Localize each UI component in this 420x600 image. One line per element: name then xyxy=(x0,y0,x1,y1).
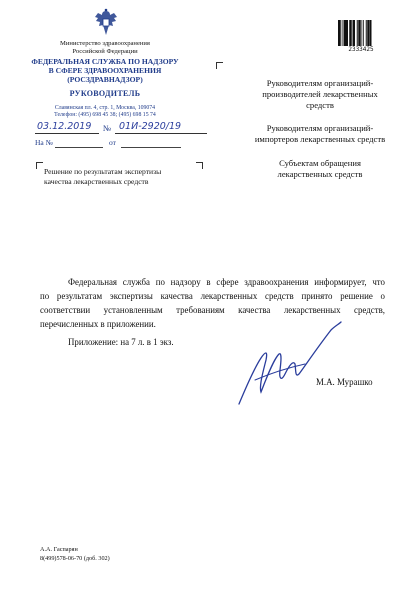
ministry-line-1: Министерство здравоохранения xyxy=(60,40,150,47)
barcode-bar xyxy=(344,20,347,46)
barcode-bar xyxy=(352,20,353,46)
reference-label: На № xyxy=(35,138,53,147)
registration-number: 01И-2920/19 xyxy=(119,121,182,132)
subject xyxy=(44,167,204,187)
letterhead xyxy=(20,40,190,119)
barcode-bar xyxy=(340,20,341,46)
agency-line-2: В СФЕРЕ ЗДРАВООХРАНЕНИЯ xyxy=(48,66,162,75)
recipient-2-line-2: импортеров лекарственных средств xyxy=(254,134,386,144)
recipient-1 xyxy=(250,78,390,111)
signature-mark xyxy=(235,320,345,408)
barcode-number: 2333425 xyxy=(348,46,374,53)
recipient-3 xyxy=(250,158,390,180)
phone: Телефон: (495) 698 45 38; (495) 698 15 74 xyxy=(54,112,156,118)
executor-name: А.А. Гаспарян xyxy=(40,546,78,553)
barcode-bar xyxy=(347,20,348,46)
agency-line-1: ФЕДЕРАЛЬНАЯ СЛУЖБА ПО НАДЗОРУ xyxy=(31,57,179,66)
barcode-bar xyxy=(357,20,358,46)
recipient-2-line-1: Руководителям организаций- xyxy=(266,123,374,133)
barcode-bar xyxy=(343,20,344,46)
registration-date: 03.12.2019 xyxy=(37,121,92,132)
number-sign: № xyxy=(103,123,112,133)
recipient-2 xyxy=(250,123,390,145)
barcode xyxy=(338,20,384,46)
recipient-3-line-2: лекарственных средств xyxy=(277,169,363,179)
signatory-name: М.А. Мурашко xyxy=(316,377,373,387)
body-line-2: по результатам экспертизы качества лекарственных средств принято решение о xyxy=(40,291,385,301)
recipient-1-line-1: Руководителям организаций- xyxy=(266,78,374,88)
subject-bracket-left xyxy=(36,162,43,169)
reference-from-underline xyxy=(121,147,181,148)
attachment-note: Приложение: на 7 л. в 1 экз. xyxy=(68,337,174,347)
subject-line-1: Решение по результатам экспертизы xyxy=(44,167,162,176)
body-text xyxy=(68,275,385,289)
barcode-bar xyxy=(338,20,340,46)
executor-phone: 8(499)578-06-70 (доб. 302) xyxy=(40,555,110,562)
recipient-3-line-1: Субъектам обращения xyxy=(279,158,361,168)
agency-line-3: (РОСЗДРАВНАДЗОР) xyxy=(67,75,143,84)
number-underline xyxy=(115,133,207,134)
coat-of-arms-emblem xyxy=(92,8,120,38)
barcode-bar xyxy=(361,20,362,46)
reference-line xyxy=(35,138,185,150)
date-underline xyxy=(35,133,99,134)
body-line-4: перечисленных в приложении. xyxy=(40,319,156,329)
barcode-bar xyxy=(349,20,351,46)
reference-from-label: от xyxy=(109,138,116,147)
barcode-bar xyxy=(353,20,355,46)
barcode-bars xyxy=(338,20,384,46)
subject-line-2: качества лекарственных средств xyxy=(44,177,149,186)
barcode-bar xyxy=(370,20,372,46)
barcode-bar xyxy=(358,20,360,46)
ministry-line-2: Российской Федерации xyxy=(72,48,138,55)
address: Славянская пл. 4, стр. 1, Москва, 109074 xyxy=(54,105,156,111)
barcode-bar xyxy=(363,20,364,46)
body-line-3: соответствии установленным требованиям качества лекарственных средств, xyxy=(40,305,385,315)
reference-underline xyxy=(55,147,103,148)
head-title: РУКОВОДИТЕЛЬ xyxy=(69,89,141,98)
barcode-bar xyxy=(366,20,367,46)
recipient-1-line-2: производителей лекарственных xyxy=(262,89,378,99)
registration-line xyxy=(35,121,207,135)
recipient-bracket-left xyxy=(216,62,223,69)
body-line-1: Федеральная служба по надзору в сфере здравоохранения информирует, что xyxy=(68,277,385,287)
recipient-1-line-3: средств xyxy=(306,100,334,110)
barcode-bar xyxy=(367,20,369,46)
